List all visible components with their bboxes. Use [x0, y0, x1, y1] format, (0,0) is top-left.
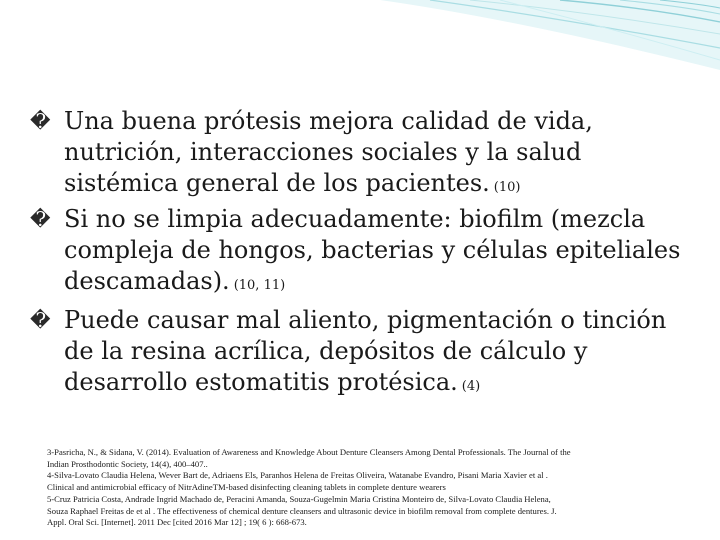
reference-line: Souza Raphael Freitas de et al . The effectiveness of chemical denture cleansers and ultrasonic device in biofilm removal from complete dentures. J. [47, 505, 557, 516]
references-block [47, 447, 695, 529]
reference-line: 5-Cruz Patricia Costa, Andrade Ingrid Machado de, Peracini Amanda, Souza-Gugelmin Maria Cristina Monteiro de, Silva-Lovato Claudia Helena, [47, 493, 551, 504]
bullet-item [30, 204, 700, 301]
bullet-marker: � [30, 308, 51, 332]
citation: (4) [461, 379, 481, 394]
citation: (10) [493, 180, 521, 195]
bullet-text: Puede causar mal aliento, pigmentación o tinción de la resina acrílica, depósitos de cálculo y desarrollo estomatitis protésica. [64, 306, 667, 396]
bullet-marker: � [30, 207, 51, 231]
reference-line: Appl. Oral Sci. [Internet]. 2011 Dec [cited 2016 Mar 12] ; 19( 6 ): 668-673. [47, 517, 307, 528]
bullet-item [30, 106, 700, 203]
bullet-text: Si no se limpia adecuadamente: biofilm (mezcla compleja de hongos, bacterias y células epiteliales descamadas). [64, 205, 681, 295]
bullet-item [30, 305, 700, 402]
citation: (10, 11) [233, 278, 286, 293]
reference-line: 3-Pasricha, N., & Sidana, V. (2014). Evaluation of Awareness and Knowledge About Denture Cleansers Among Dental Professionals. The Journal of the [47, 447, 571, 457]
reference-line: Indian Prosthodontic Society, 14(4), 400–407.. [47, 458, 208, 469]
bullet-text: Una buena prótesis mejora calidad de vida, nutrición, interacciones sociales y la salud sistémica general de los pacientes. [64, 107, 593, 197]
bullet-marker: � [30, 109, 51, 133]
reference-line: 4-Silva-Lovato Claudia Helena, Wever Bart de, Adriaens Els, Paranhos Helena de Freitas Oliveira, Watanabe Evandro, Pisani Maria Xavier et al . [47, 470, 548, 481]
reference-line: Clinical and antimicrobial efficacy of NitrAdineTM-based disinfecting cleaning tablets in complete denture wearers [47, 482, 446, 493]
